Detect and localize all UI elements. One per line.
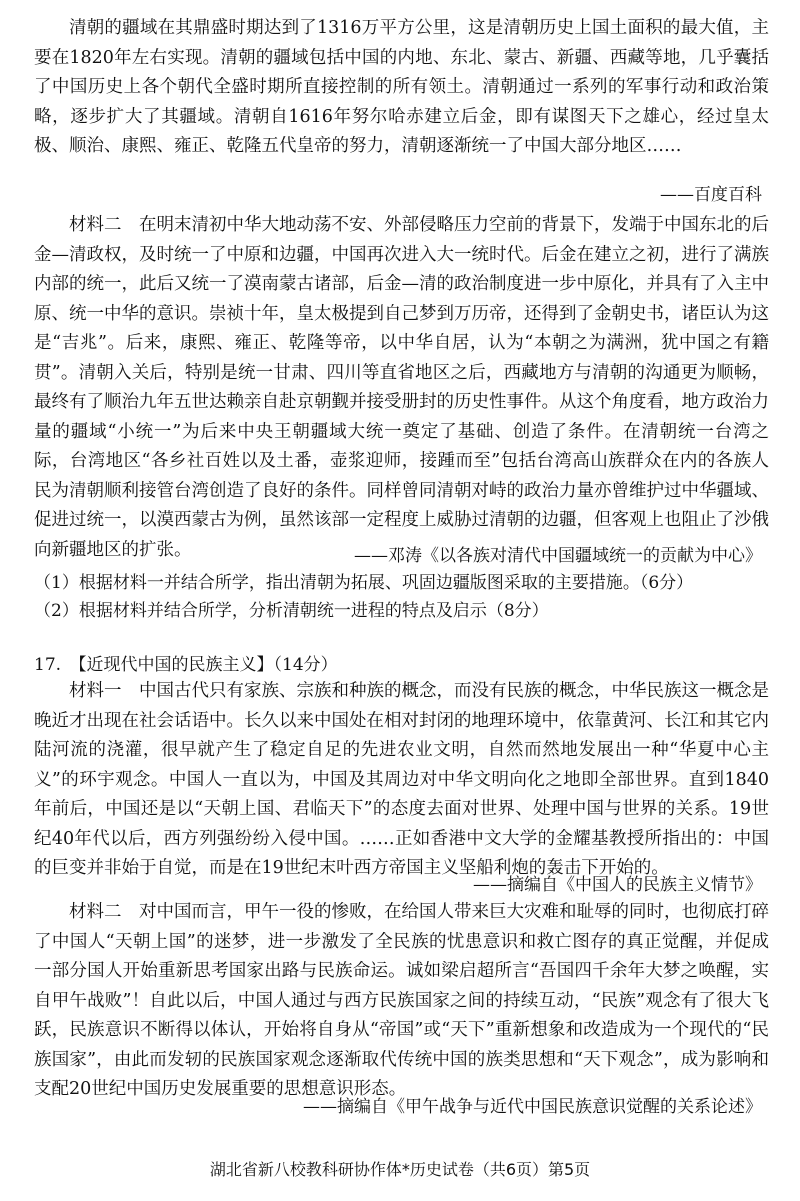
material-one-source: ——百度百科 (660, 185, 762, 205)
question-17-material-one-source: ——摘编自《中国人的民族主义情节》 (473, 875, 762, 895)
question-17-material-two: 材料二 对中国而言，甲午一役的惨败，在给国人带来巨大灾难和耻辱的同时，也彻底打碎了中国人“天朝上国”的迷梦，进一步激发了全民族的忧患意识和救亡图存的真正觉醒，并促成一部分国人开始重新思考国家出路与民族命运。诚如梁启超所言“吾国四千余年大梦之唤醒，实自甲午战败”！自此以后，中国人通过与西方民族国家之间的持续互动，“民族”观念有了很大飞跃，民族意识不断得以体认，开始将自身从“帝国”或“天下”重新想象和改造成为一个现代的“民族国家”，由此而发轫的民族国家观念逐渐取代传统中国的族类思想和“天下观念”，成为影响和支配20世纪中国历史发展重要的思想意识形态。 (34, 902, 769, 1099)
material-two-paragraph: 材料二 在明末清初中华大地动荡不安、外部侵略压力空前的背景下，发端于中国东北的后金—清政权，及时统一了中原和边疆，中国再次进入大一统时代。后金在建立之初，进行了满族内部的统一，此后又统一了漠南蒙古诸部，后金—清的政治制度进一步中原化，并具有了入主中原、统一中华的意识。崇祯十年，皇太极提到自己梦到万历帝，还得到了金朝史书，诸臣认为这是“吉兆”。后来，康熙、雍正、乾隆等帝，以中华自居，认为“本朝之为满洲，犹中国之有籍贯”。清朝入关后，特别是统一甘肃、四川等直省地区之后，西藏地方与清朝的沟通更为顺畅，最终有了顺治九年五世达赖亲自赴京朝觐并接受册封的历史性事件。从这个角度看，地方政治力量的疆域“小统一”为后来中央王朝疆域大统一奠定了基础、创造了条件。在清朝统一台湾之际，台湾地区“各乡社百姓以及土番，壶浆迎师，接踵而至”包括台湾高山族群众在内的各族人民为清朝顺利接管台湾创造了良好的条件。同样曾同清朝对峙的政治力量亦曾维护过中华疆域、促进过统一，以漠西蒙古为例，虽然该部一定程度上威胁过清朝的边疆，但客观上也阻止了沙俄向新疆地区的扩张。 (34, 215, 769, 560)
material-two-source: ——邓涛《以各族对清代中国疆域统一的贡献为中心》 (354, 546, 762, 566)
material-one-continuation: 清朝的疆域在其鼎盛时期达到了1316万平方公里，这是清朝历史上国土面积的最大值，主要在1820年左右实现。清朝的疆域包括中国的内地、东北、蒙古、新疆、西藏等地，几乎囊括了中国历史上各个朝代全盛时期所直接控制的所有领土。清朝通过一系列的军事行动和政治策略，逐步扩大了其疆域。清朝自1616年努尔哈赤建立后金，即有谋图天下之雄心，经过皇太极、顺治、康熙、雍正、乾隆五代皇帝的努力，清朝逐渐统一了中国大部分地区…… (34, 18, 769, 156)
question-17-material-two-source: ——摘编自《甲午战争与近代中国民族意识觉醒的关系论述》 (303, 1097, 762, 1117)
question-17-title: 17. 【近现代中国的民族主义】（14分） (34, 655, 338, 675)
question-17-material-one: 材料一 中国古代只有家族、宗族和种族的概念，而没有民族的概念，中华民族这一概念是晚近才出现在社会话语中。长久以来中国处在相对封闭的地理环境中，依靠黄河、长江和其它内陆河流的浇灌，很早就产生了稳定自足的先进农业文明，自然而然地发展出一种“华夏中心主义”的环宇观念。中国人一直以为，中国及其周边对中华文明向化之地即全部世界。直到1840年前后，中国还是以“天朝上国、君临天下”的态度去面对世界、处理中国与世界的关系。19世纪40年代以后，西方列强纷纷入侵中国。……正如香港中文大学的金耀基教授所指出的：中国的巨变并非始于自觉，而是在19世纪末叶西方帝国主义坚船利炮的轰击下开始的。 (34, 681, 769, 878)
question-16-2: （2）根据材料并结合所学，分析清朝统一进程的特点及启示（8分） (34, 601, 549, 621)
question-16-1: （1）根据材料一并结合所学，指出清朝为拓展、巩固边疆版图采取的主要措施。（6分） (34, 573, 694, 593)
page-footer: 湖北省新八校教科研协作体*历史试卷（共6页）第5页 (209, 1160, 591, 1179)
